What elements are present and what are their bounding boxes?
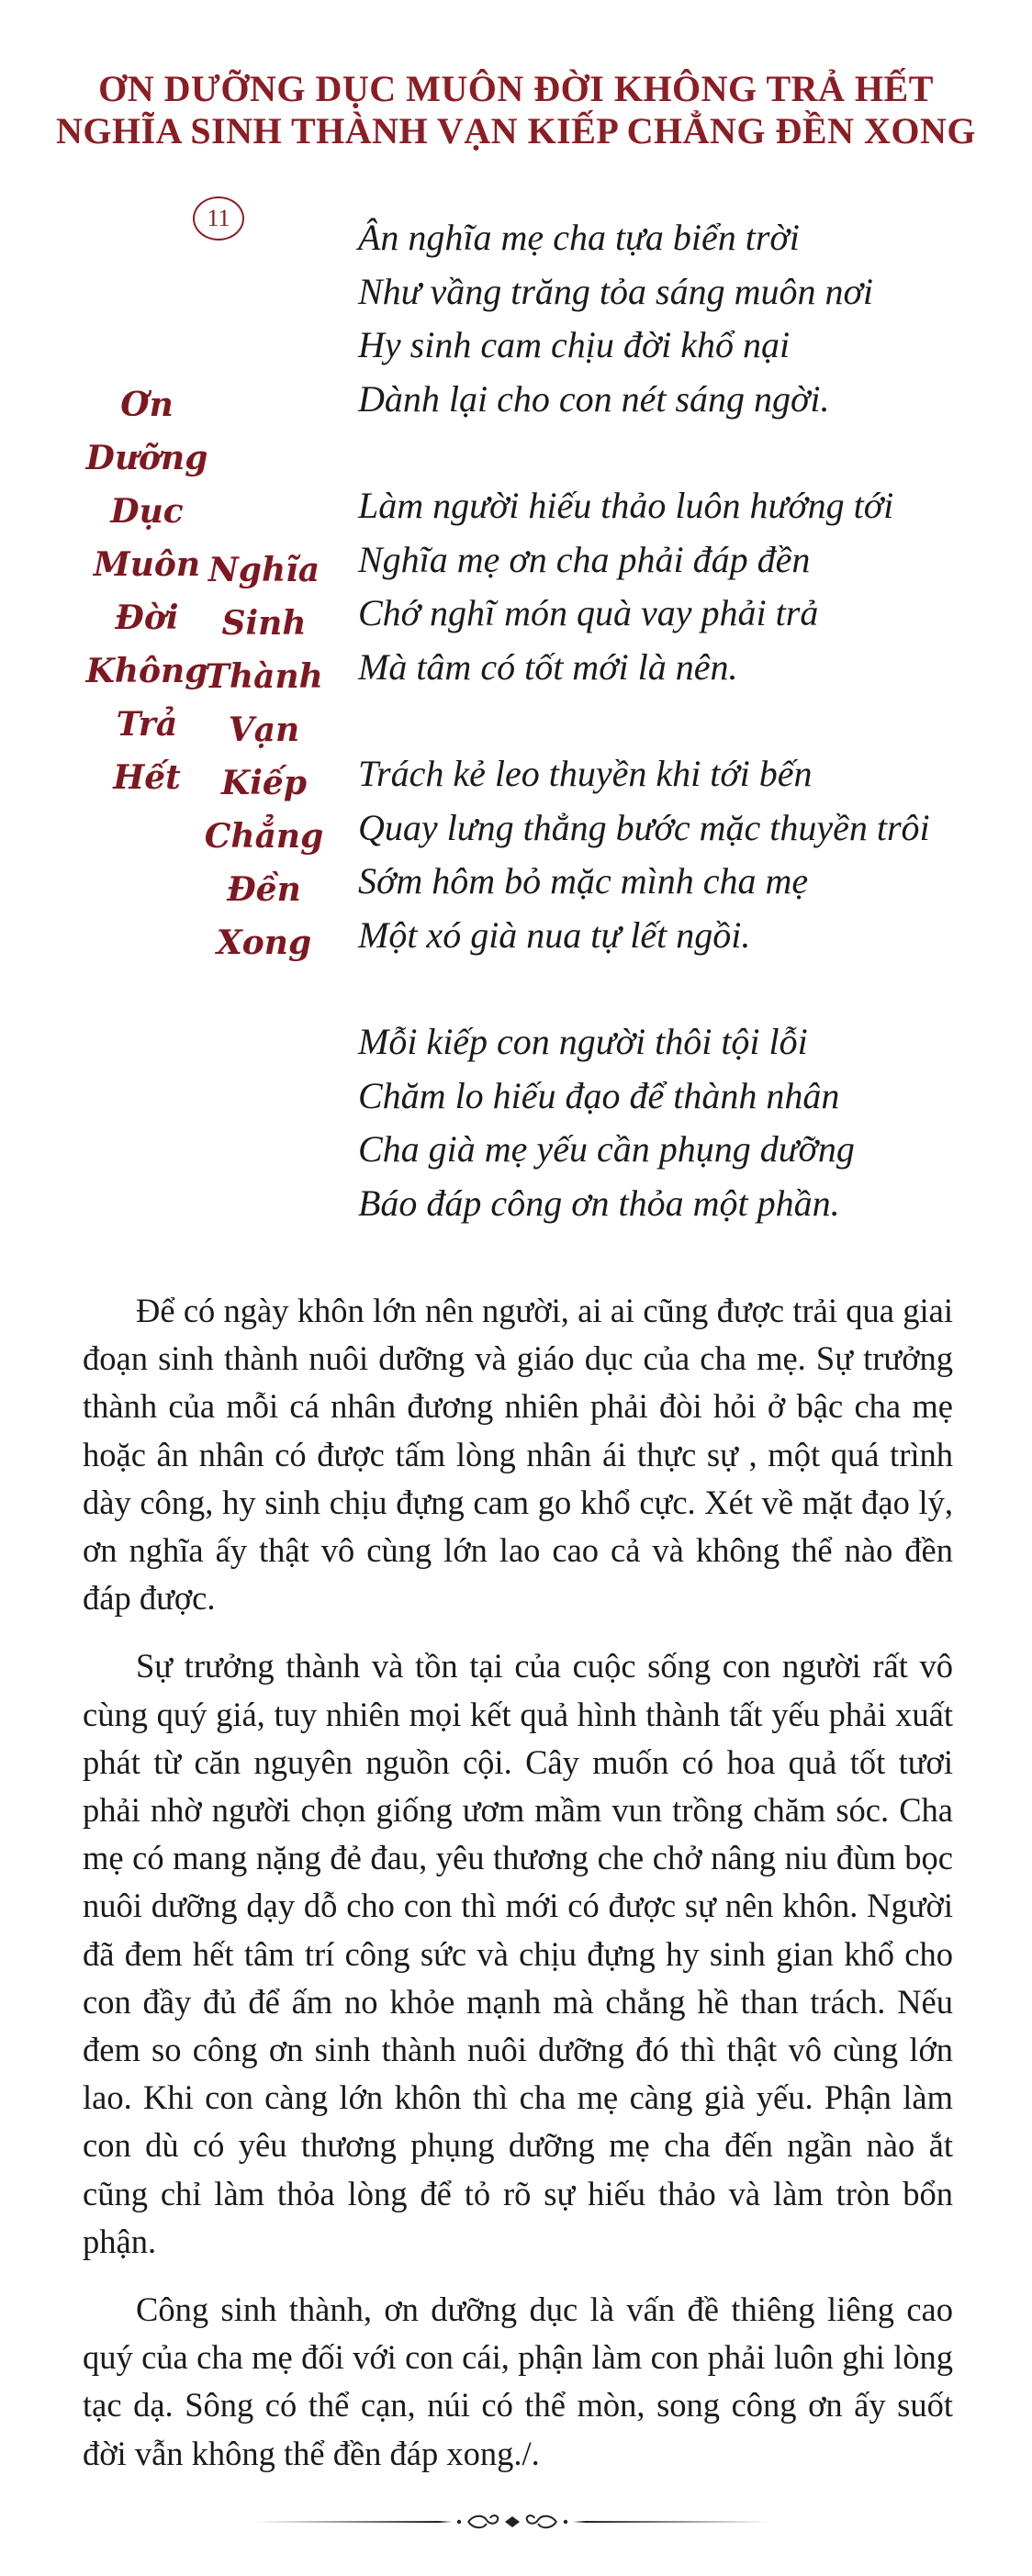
calligraphy-word: Không xyxy=(85,652,208,690)
calligraphy-word: Đền xyxy=(227,870,301,909)
calligraphy-word: Thành xyxy=(205,657,323,696)
paragraph: Công sinh thành, ơn dưỡng dục là vấn đề thiêng liêng cao quý của cha mẹ đối với con cái, phận làm con phải luôn ghi lòng tạc dạ. Sông có thể cạn, núi có thể mòn, song công ơn ấy suốt đời vẫn không thể đền đáp xong./. xyxy=(83,2290,953,2472)
poem-line: Làm người hiếu thảo luôn hướng tới xyxy=(358,485,894,526)
calligraphy-word: Đời xyxy=(115,599,179,637)
poem-stanza xyxy=(358,479,1001,694)
calligraphy-word: Trả xyxy=(116,705,178,744)
calligraphy-right-column xyxy=(197,543,331,969)
body-text xyxy=(83,1287,953,2498)
poem-line: Chăm lo hiếu đạo để thành nhân xyxy=(358,1074,840,1116)
poem-line: Mỗi kiếp con người thôi tội lỗi xyxy=(358,1021,808,1062)
poem-line: Hy sinh cam chịu đời khổ nại xyxy=(358,324,791,365)
poem-line: Sớm hôm bỏ mặc mình cha mẹ xyxy=(358,860,809,902)
poem-stanza xyxy=(358,747,1001,962)
poem xyxy=(358,211,1001,1283)
calligraphy-word: Nghĩa xyxy=(208,551,320,589)
page-number-badge: 11 xyxy=(193,196,244,241)
poem-line: Như vầng trăng tỏa sáng muôn nơi xyxy=(358,270,873,312)
calligraphy-word: Dục xyxy=(110,492,184,531)
paragraph: Để có ngày khôn lớn nên người, ai ai cũng được trải qua giai đoạn sinh thành nuôi dưỡng và giáo dục của cha mẹ. Sự trưởng thành của mỗi cá nhân đương nhiên phải đòi hỏi ở bậc cha mẹ hoặc ân nhân có được tấm lòng nhân ái thực sự , một quá trình dày công, hy sinh chịu đựng cam go khổ cực. Xét về mặt đạo lý, ơn nghĩa ấy thật vô cùng lớn lao cao cả và không thể nào đền đáp được. xyxy=(83,1292,953,1618)
poem-line: Nghĩa mẹ ơn cha phải đáp đền xyxy=(358,538,811,580)
decorative-divider-icon xyxy=(255,2510,769,2534)
poem-line: Dành lại cho con nét sáng ngời. xyxy=(358,377,830,420)
calligraphy-word: Kiếp xyxy=(220,764,308,802)
poem-line: Mà tâm có tốt mới là nên. xyxy=(358,645,738,688)
poem-line: Ân nghĩa mẹ cha tựa biển trời xyxy=(358,217,800,258)
calligraphy-word: Vạn xyxy=(228,711,300,749)
calligraphy-word: Xong xyxy=(216,924,312,962)
poem-stanza xyxy=(358,211,1001,426)
poem-line: Chớ nghĩ món quà vay phải trả xyxy=(358,592,819,633)
calligraphy-word: Ơn xyxy=(120,386,174,424)
poem-line: Trách kẻ leo thuyền khi tới bến xyxy=(358,753,813,794)
calligraphy-word: Chẳng xyxy=(204,817,324,856)
calligraphy-word: Muôn xyxy=(93,545,201,584)
poem-line: Báo đáp công ơn thỏa một phần. xyxy=(358,1182,840,1224)
calligraphy-left-column xyxy=(78,378,216,804)
poem-line: Quay lưng thẳng bước mặc thuyền trôi xyxy=(358,806,930,848)
title-line-1: ƠN DƯỠNG DỤC MUÔN ĐỜI KHÔNG TRẢ HẾT xyxy=(98,68,934,109)
calligraphy-word: Sinh xyxy=(221,604,307,643)
calligraphy-word: Hết xyxy=(113,758,181,797)
title-line-2: NGHĨA SINH THÀNH VẠN KIẾP CHẲNG ĐỀN XONG xyxy=(56,110,976,151)
poem-line: Cha già mẹ yếu cần phụng dưỡng xyxy=(358,1128,855,1170)
paragraph: Sự trưởng thành và tồn tại của cuộc sống con người rất vô cùng quý giá, tuy nhiên mọi kết quả hình thành tất yếu phải xuất phát từ căn nguyên nguồn cội. Cây muốn có hoa quả tốt tươi phải nhờ người chọn giống ươm mầm vun trồng chăm sóc. Cha mẹ có mang nặng đẻ đau, yêu thương che chở nâng niu đùm bọc nuôi dưỡng dạy dỗ cho con thì mới có được sự nên khôn. Người đã đem hết tâm trí công sức và chịu đựng hy sinh gian khổ cho con đầy đủ để ấm no khỏe mạnh mà chẳng hề than trách. Nếu đem so công ơn sinh thành nuôi dưỡng đó thì thật vô cùng lớn lao. Khi con càng lớn khôn thì cha mẹ càng già yếu. Phận làm con dù có yêu thương phụng dưỡng mẹ cha đến ngần nào ắt cũng chỉ làm thỏa lòng để tỏ rõ sự hiếu thảo và làm tròn bổn phận. xyxy=(83,1647,953,2260)
poem-stanza xyxy=(358,1015,1001,1230)
poem-line: Một xó già nua tự lết ngồi. xyxy=(358,913,751,956)
calligraphy-word: Dưỡng xyxy=(85,439,208,477)
